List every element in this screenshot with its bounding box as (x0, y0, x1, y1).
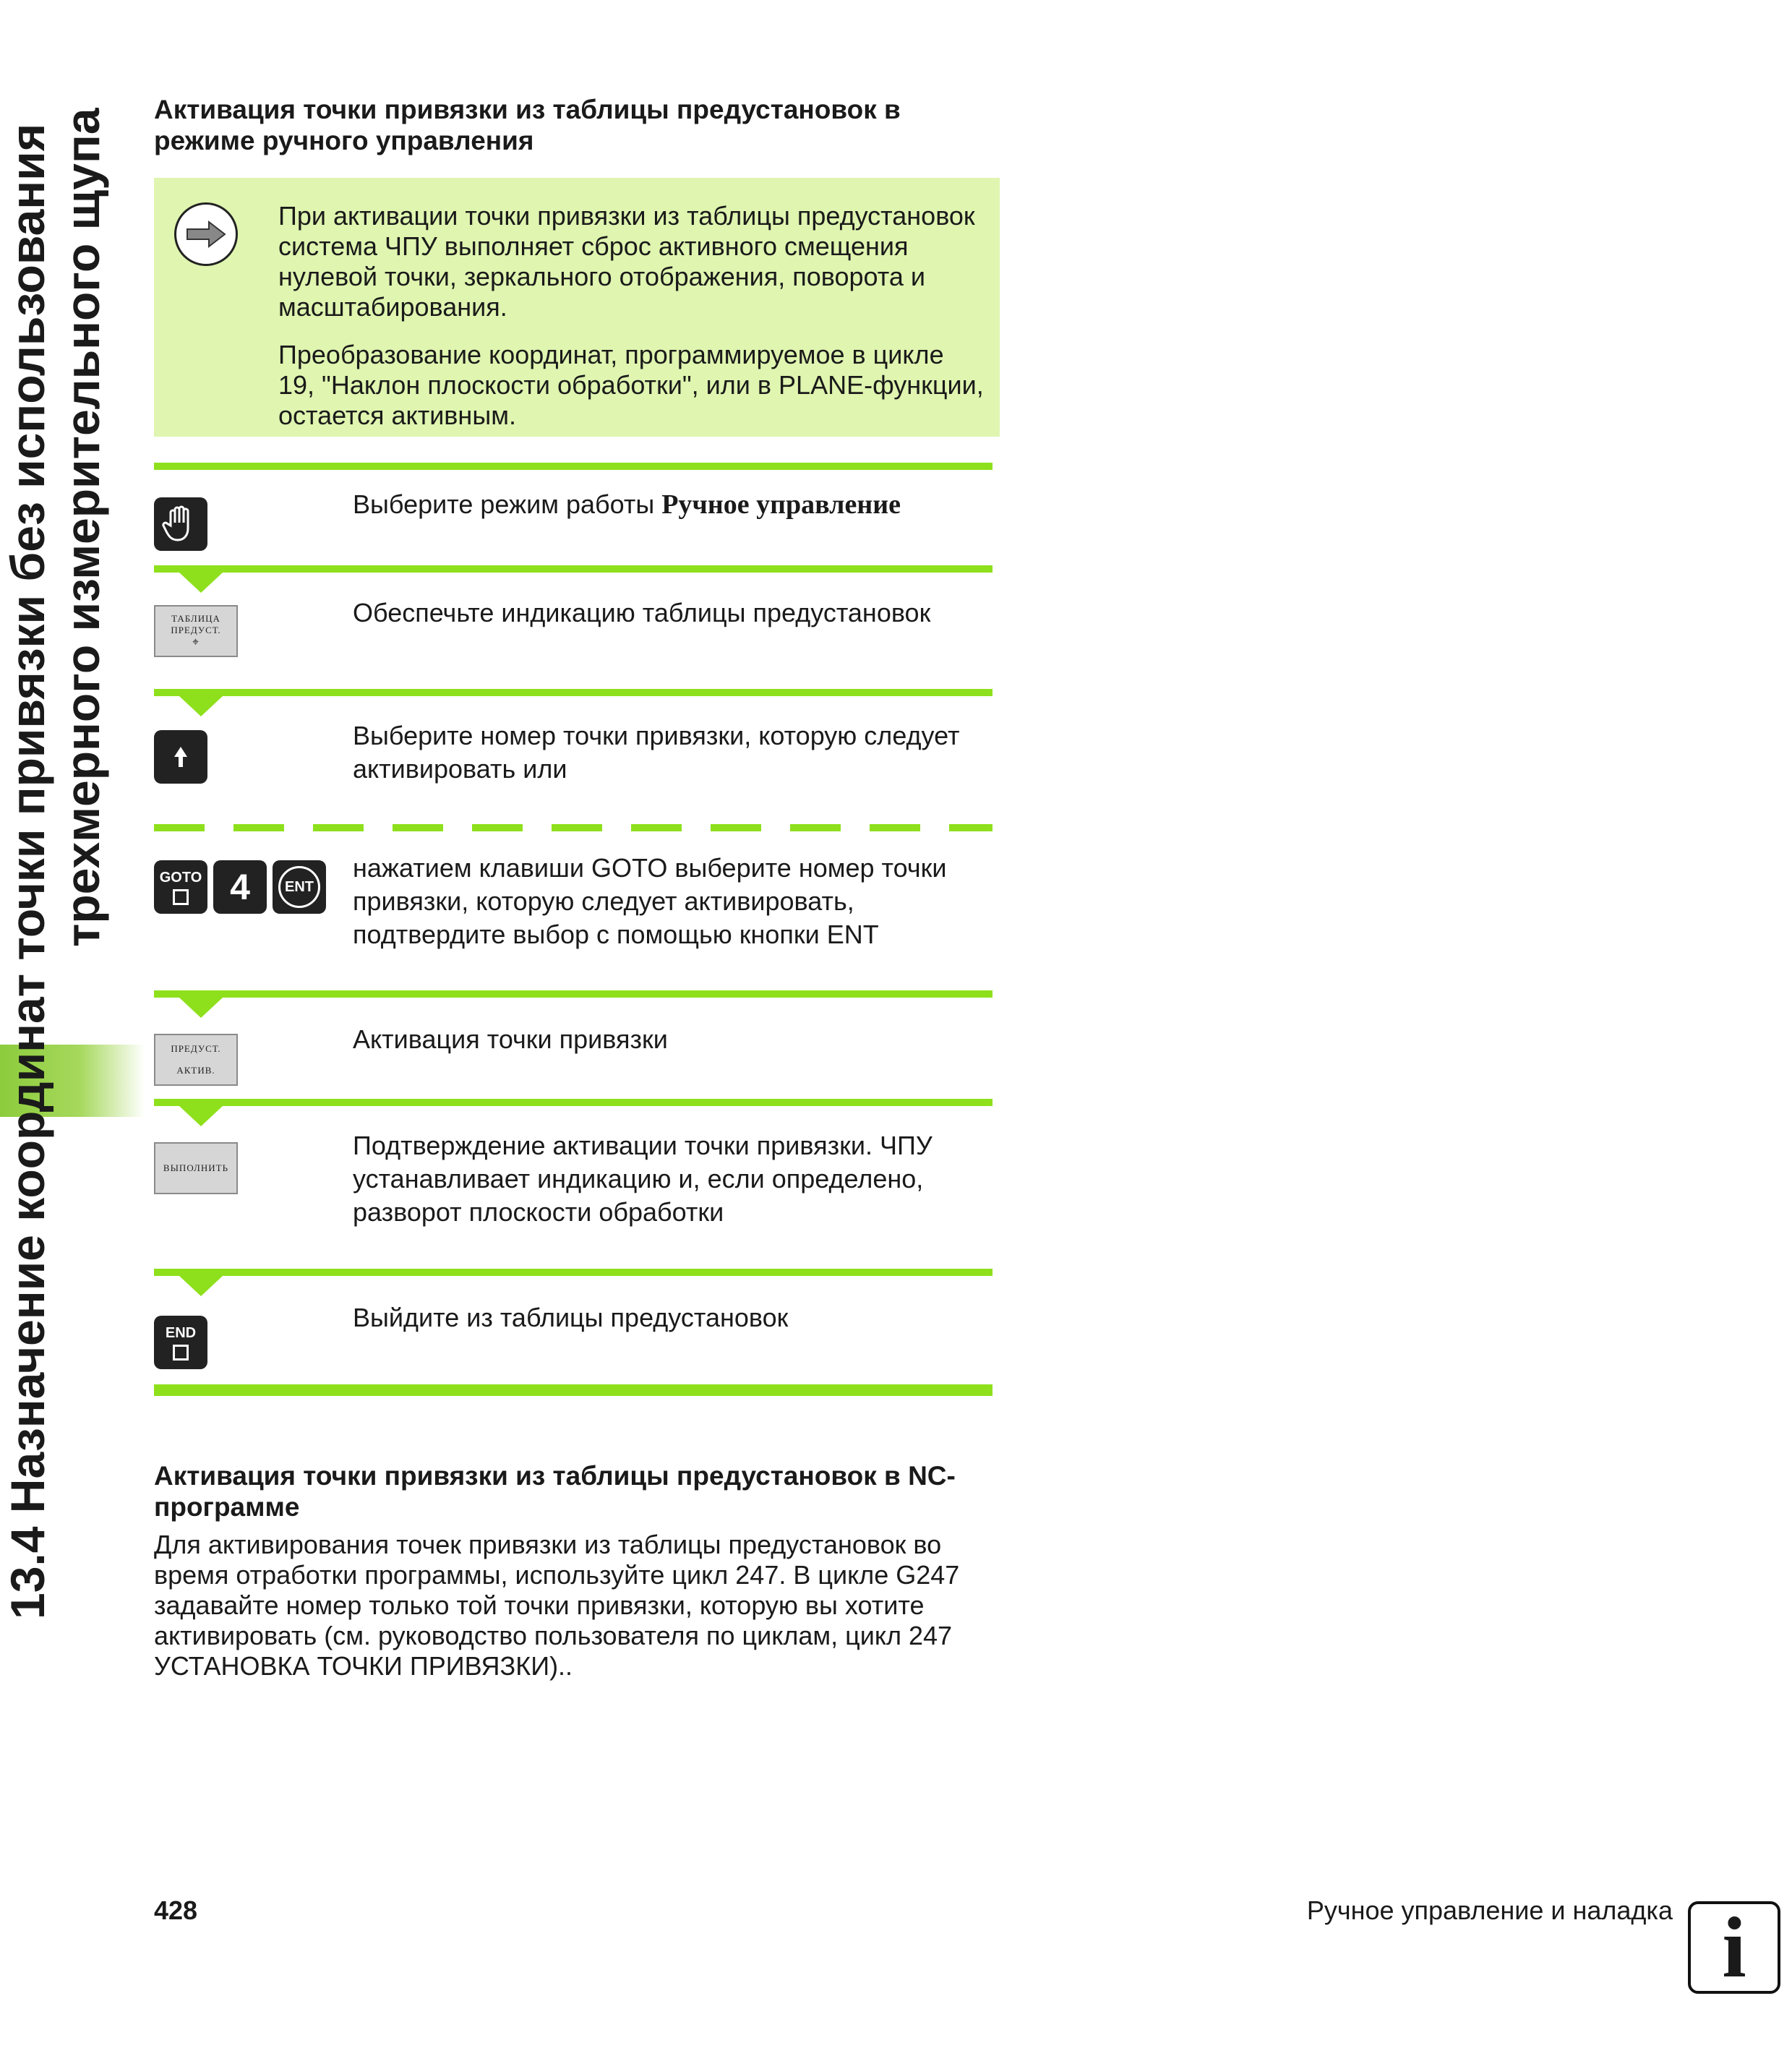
step-1-mode-name: Ручное управление (661, 489, 901, 520)
step-1-text-prefix: Выберите режим работы (353, 489, 662, 519)
page-number: 428 (154, 1895, 198, 1925)
goto-key-label: GOTO (159, 869, 202, 886)
steps-end-divider (154, 1384, 993, 1396)
hand-icon (162, 504, 200, 544)
arrow-up-icon (170, 742, 192, 771)
ent-key[interactable] (273, 860, 326, 914)
step-arrow (179, 573, 223, 593)
step-5-text: Активация точки привязки (353, 1024, 668, 1054)
step-divider (154, 990, 993, 998)
section2-heading: Активация точки привязки из таблицы предустановок в NC-программе (154, 1461, 956, 1522)
softkey-preset-table[interactable] (154, 605, 238, 657)
section2-body: Для активирования точек привязки из таблицы предустановок во время отработки программы, используйте цикл 247. В цикле G247 задавайте номер только той точки привязки, которую вы хотите активировать (см. руководство пользователя по циклам, цикл 247 УСТАНОВКА ТОЧКИ ПРИВЯЗКИ).. (154, 1530, 960, 1681)
step-3-text: Выберите номер точки привязки, которую следует активировать или (353, 721, 960, 784)
step-divider (154, 565, 993, 573)
crosshair-icon: ⌖ (192, 636, 200, 648)
step-divider (154, 689, 993, 696)
arrow-right-icon (174, 202, 238, 266)
step-arrow (179, 1276, 223, 1296)
step-arrow (179, 1106, 223, 1126)
square-icon (173, 1345, 189, 1361)
softkey-execute[interactable] (154, 1142, 238, 1194)
step-divider (154, 1269, 993, 1276)
arrow-up-key[interactable] (154, 730, 207, 784)
softkey-label-line1: ПРЕДУСТ. (171, 1043, 221, 1054)
step-alt-divider (154, 824, 993, 831)
softkey-label-line2: ПРЕДУСТ. (171, 625, 221, 635)
step-divider (154, 463, 993, 470)
digit-4-key[interactable] (213, 860, 267, 914)
step-6-text: Подтверждение активации точки привязки. ЧПУ устанавливает индикацию и, если определено, разворот плоскости обработки (353, 1131, 933, 1227)
note-paragraph-2: Преобразование координат, программируемое в цикле 19, "Наклон плоскости обработки", или в PLANE-функции, остается активным. (278, 340, 984, 430)
end-key-label: END (165, 1324, 197, 1341)
info-glyph: i (1722, 1899, 1746, 1995)
side-title-line1: 13.4 Назначение координат точки привязки без использования (1, 123, 54, 1619)
side-title-line2: трехмерного измерительного щупа (56, 108, 109, 947)
digit-key-label: 4 (230, 867, 250, 907)
step-arrow (179, 696, 223, 716)
section-nc-program-activation (154, 1460, 1000, 1681)
step-divider (154, 1099, 993, 1106)
ent-key-label: ENT (278, 866, 320, 908)
softkey-preset-activate[interactable] (154, 1034, 238, 1086)
softkey-label-line1: ТАБЛИЦА (171, 613, 220, 624)
info-icon (1688, 1901, 1780, 1994)
step-4-text: нажатием клавиши GOTO выберите номер точки привязки, которую следует активировать, подтвердите выбор с помощью кнопки ENT (353, 853, 947, 949)
side-chapter-title (0, 0, 145, 1663)
note-paragraph-1: При активации точки привязки из таблицы предустановок система ЧПУ выполняет сброс активного смещения нулевой точки, зеркального отображения, поворота и масштабирования. (278, 201, 975, 322)
section1-heading: Активация точки привязки из таблицы предустановок в режиме ручного управления (154, 95, 901, 155)
manual-mode-key[interactable] (154, 497, 207, 551)
step-7-text: Выйдите из таблицы предустановок (353, 1303, 789, 1332)
info-note-box (154, 178, 1000, 437)
footer-chapter-title: Ручное управление и наладка (1306, 1895, 1673, 1925)
step-arrow (179, 998, 223, 1018)
end-key[interactable] (154, 1316, 207, 1369)
square-icon (173, 889, 189, 905)
goto-key[interactable] (154, 860, 207, 914)
section-manual-activation (154, 94, 1000, 437)
softkey-label-line1: ВЫПОЛНИТЬ (163, 1162, 229, 1173)
step-2-text: Обеспечьте индикацию таблицы предустановок (353, 598, 931, 627)
step-1-text (353, 488, 993, 521)
softkey-label-line2: АКТИВ. (176, 1065, 215, 1076)
